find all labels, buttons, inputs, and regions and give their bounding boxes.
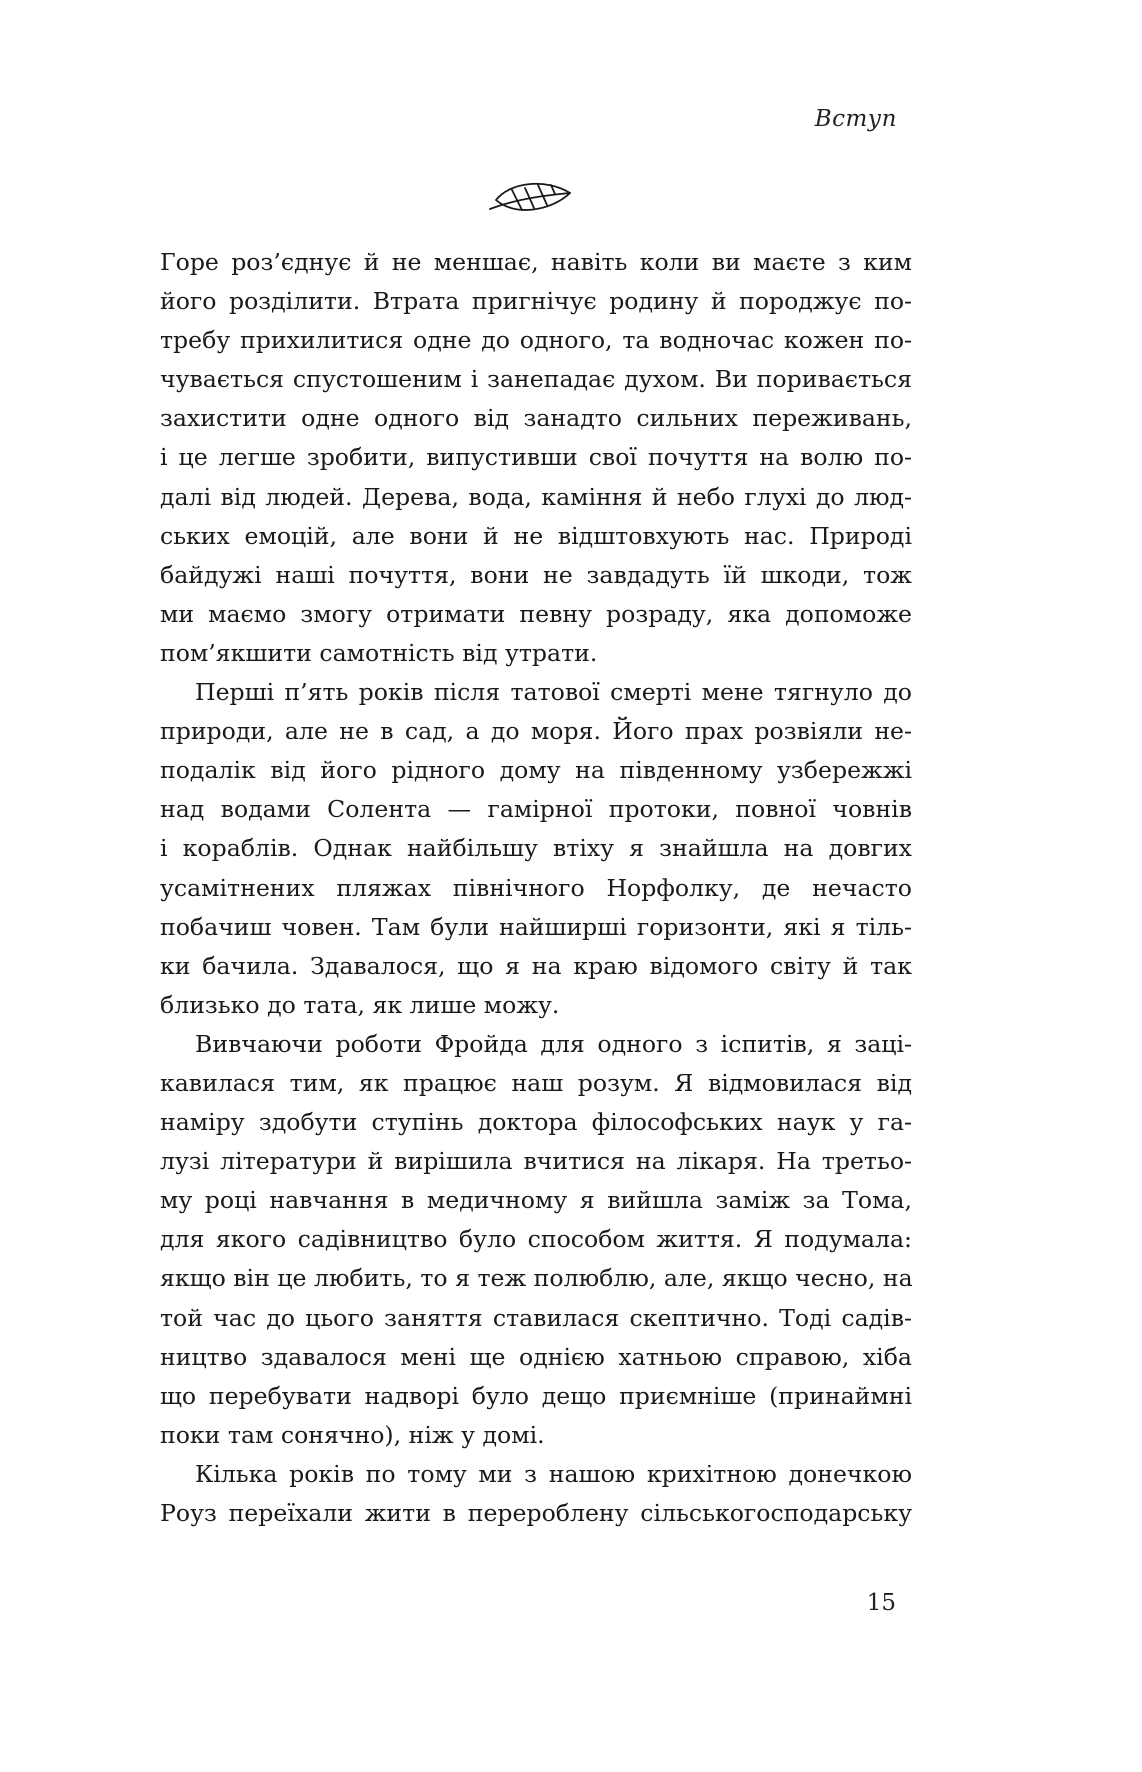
text-line: ських емоцій, але вони й не відштовхують нас. Природі — [160, 521, 912, 550]
text-line: побачиш човен. Там були найширші горизонти, які я тіль- — [160, 912, 912, 941]
paragraph — [160, 1025, 912, 1455]
text-line: му році навчання в медичному я вийшла заміж за Тома, — [160, 1186, 912, 1215]
text-line: над водами Солента — гамірної протоки, повної човнів — [160, 795, 912, 824]
text-line: Роуз переїхали жити в перероблену сільськогосподарську — [160, 1499, 912, 1527]
text-line: якщо він це любить, то я теж полюблю, але, якщо чесно, на — [160, 1264, 913, 1293]
text-line: чувається спустошеним і занепадає духом. Ви поривається — [160, 365, 912, 394]
text-line: і кораблів. Однак найбільшу втіху я знайшла на довгих — [160, 834, 912, 863]
text-line: лузі літератури й вирішила вчитися на лікаря. На третьо- — [160, 1147, 912, 1176]
text-line: Перші п’ять років після татової смерті мене тягнуло до — [195, 678, 912, 707]
text-line: той час до цього заняття ставилася скептично. Тоді садів- — [160, 1303, 912, 1332]
text-line: близько до тата, як лише можу. — [160, 990, 560, 1019]
text-line: ки бачила. Здавалося, що я на краю відомого світу й так — [160, 951, 912, 980]
text-line: байдужі наші почуття, вони не завдадуть їй шкоди, тож — [160, 560, 912, 589]
text-line: його розділити. Втрата пригнічує родину й породжує по- — [160, 287, 912, 316]
paragraph — [160, 243, 912, 673]
text-line: Вивчаючи роботи Фройда для одного з іспитів, я заці- — [195, 1029, 912, 1058]
paragraph — [160, 673, 912, 1025]
text-line: кавилася тим, як працює наш розум. Я відмовилася від — [160, 1068, 912, 1097]
text-line: і це легше зробити, випустивши свої почуття на волю по- — [160, 443, 912, 472]
text-line: Горе роз’єднує й не меншає, навіть коли ви маєте з ким — [160, 248, 912, 276]
paragraph — [160, 1455, 912, 1533]
text-line: наміру здобути ступінь доктора філософських наук у га- — [160, 1108, 912, 1137]
text-line: далі від людей. Дерева, вода, каміння й небо глухі до люд- — [160, 482, 912, 511]
text-line: для якого садівництво було способом життя. Я подумала: — [160, 1225, 912, 1254]
text-line: природи, але не в сад, а до моря. Його прах розвіяли не- — [160, 717, 912, 746]
leaf-icon — [488, 176, 576, 222]
page-number: 15 — [866, 1590, 896, 1616]
running-head: Вступ — [814, 106, 897, 132]
text-line: пом’якшити самотність від утрати. — [160, 638, 598, 667]
text-line: подалік від його рідного дому на південному узбережжі — [160, 756, 912, 785]
text-line: захистити одне одного від занадто сильних переживань, — [160, 404, 912, 433]
text-line: що перебувати надворі було дещо приємніше (принаймні — [160, 1381, 912, 1410]
text-line: требу прихилитися одне до одного, та водночас кожен по- — [160, 326, 912, 355]
text-line: Кілька років по тому ми з нашою крихітною донечкою — [195, 1459, 912, 1488]
text-line: ництво здавалося мені ще однією хатньою справою, хіба — [160, 1342, 912, 1371]
text-line: ми маємо змогу отримати певну розраду, яка допоможе — [160, 599, 912, 628]
text-line: поки там сонячно), ніж у домі. — [160, 1420, 545, 1449]
body-text — [160, 243, 912, 1533]
text-line: усамітнених пляжах північного Норфолку, де нечасто — [160, 873, 912, 902]
